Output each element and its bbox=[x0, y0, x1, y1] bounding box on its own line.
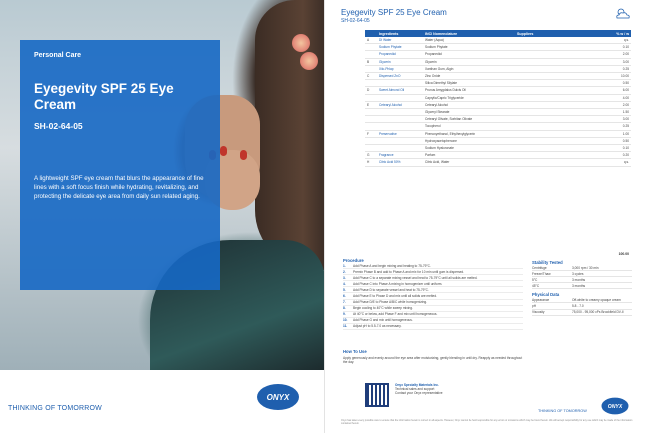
percent-cell: q.s. bbox=[623, 160, 629, 165]
phase-cell bbox=[365, 124, 379, 128]
ingredient-cell: DI Water bbox=[379, 38, 392, 42]
formula-title: Eyegevity SPF 25 Eye Cream bbox=[341, 8, 447, 17]
phase-cell: E bbox=[367, 102, 370, 107]
step-number: 8. bbox=[343, 306, 346, 311]
supplier-cell bbox=[517, 153, 601, 157]
ingredient-cell: Propanediol bbox=[379, 52, 397, 57]
ingredient-cell: Cetearyl Alcohol bbox=[379, 102, 403, 107]
step-number: 4. bbox=[343, 281, 346, 286]
company-address bbox=[395, 383, 442, 396]
inci-cell: Caprylic/Capric Triglyceride bbox=[425, 95, 464, 100]
step-number: 2. bbox=[343, 269, 346, 274]
supplier-cell bbox=[517, 139, 601, 143]
property-label: Centrifuge bbox=[532, 265, 547, 270]
inci-cell: Zinc Oxide bbox=[425, 74, 441, 79]
qr-code-icon bbox=[365, 383, 389, 407]
step-number: 6. bbox=[343, 293, 346, 298]
inci-cell: Parfum bbox=[425, 153, 436, 158]
product-title: Eyegevity SPF 25 Eye Cream bbox=[34, 81, 174, 113]
phase-cell bbox=[365, 96, 379, 100]
ingredient-cell: Citric Acid 50% bbox=[379, 160, 401, 165]
property-label: 45°C bbox=[532, 283, 540, 288]
phase-cell: A bbox=[367, 38, 370, 42]
supplier-cell bbox=[517, 103, 601, 107]
table-row bbox=[365, 44, 631, 51]
supplier-cell bbox=[517, 60, 601, 64]
onyx-logo-icon bbox=[256, 383, 300, 411]
hair-shape bbox=[255, 0, 325, 270]
supplier-cell bbox=[517, 52, 601, 56]
step-text: Add Phase A and begin mixing and heating to 75-79°C. bbox=[353, 263, 431, 268]
header-ingredients: Ingredients bbox=[379, 31, 399, 36]
phase-cell bbox=[365, 81, 379, 85]
phase-cell: F bbox=[367, 131, 369, 136]
ingredient-cell: Preservative bbox=[379, 131, 397, 136]
flower-shape bbox=[292, 34, 310, 52]
property-value: Off-white to creamy opaque cream bbox=[572, 297, 621, 302]
procedure-title: Procedure bbox=[343, 258, 364, 263]
step-text: Add Phase G and mix until homogeneous. bbox=[353, 318, 413, 323]
tagline-right: THINKING OF TOMORROW bbox=[538, 409, 587, 413]
phase-cell: H bbox=[367, 160, 370, 165]
inci-cell: Water (Aqua) bbox=[425, 38, 444, 42]
percent-cell: q.s. bbox=[623, 38, 629, 42]
phase-cell bbox=[365, 146, 379, 150]
svg-text:ONYX: ONYX bbox=[607, 403, 623, 410]
percent-cell: 1.50 bbox=[622, 110, 629, 115]
percent-cell: 10.00 bbox=[621, 74, 629, 79]
step-text: Add Phase D to separate vessel and heat to 75-79°C. bbox=[353, 287, 429, 292]
howto-title: How To Use bbox=[343, 349, 367, 354]
inci-cell: Xanthan Gum, Algin bbox=[425, 66, 454, 71]
inci-cell: Sodium Hyaluronate bbox=[425, 146, 454, 151]
category-label: Personal Care bbox=[34, 52, 82, 59]
disclaimer-text: Onyx has taken every possible care to ensure that the information herein is correct in all aspects. However, Onyx cannot be held responsible for any errors or omissions which may be found herein. We will accept responsibility for any use which may be made of the information contained herein. bbox=[341, 419, 633, 425]
step-number: 1. bbox=[343, 263, 346, 268]
property-value: 3 cycles bbox=[572, 271, 584, 276]
phase-cell bbox=[365, 67, 379, 71]
sun-cloud-icon bbox=[613, 6, 633, 20]
physical-row bbox=[532, 310, 632, 316]
property-label: Viscosity bbox=[532, 310, 545, 315]
onyx-logo-icon bbox=[600, 397, 630, 415]
property-value: 75,000 - 95,000 cPs Brookfield DV-II bbox=[572, 310, 624, 315]
phase-cell bbox=[365, 139, 379, 143]
step-text: Add Phase C to a separate mixing vessel and heat to 75-79°C until all solids are melted. bbox=[353, 275, 478, 280]
table-row bbox=[365, 73, 631, 80]
ingredient-cell: Xilo-Phlap bbox=[379, 66, 394, 71]
inci-cell: Phenoxyethanol, Ethylhexylglycerin bbox=[425, 131, 476, 136]
ingredient-cell bbox=[379, 117, 425, 121]
supplier-cell bbox=[517, 110, 601, 114]
step-text: Premix Phase B and add to Phase A and mix for 10 min until gum is dispersed. bbox=[353, 269, 465, 274]
table-row bbox=[365, 109, 631, 116]
inci-cell: Citric Acid, Water bbox=[425, 160, 450, 165]
ingredient-cell: Dispersed ZnO bbox=[379, 74, 401, 79]
supplier-cell bbox=[517, 146, 601, 150]
inci-cell: Hydroxyacetophenone bbox=[425, 138, 457, 143]
step-number: 7. bbox=[343, 300, 346, 305]
formula-table bbox=[365, 30, 631, 167]
property-value: 3,000 rpm / 30 min bbox=[572, 265, 599, 270]
table-row bbox=[365, 59, 631, 66]
supplier-cell bbox=[517, 45, 601, 49]
percent-cell: 0.20 bbox=[622, 153, 629, 158]
header-percent: % w / w bbox=[616, 31, 629, 36]
table-row bbox=[365, 152, 631, 159]
intro-panel bbox=[20, 40, 220, 290]
percent-cell: 0.10 bbox=[622, 146, 629, 151]
ingredient-cell: Sweet Almond Oil bbox=[379, 88, 405, 93]
ingredient-cell bbox=[379, 96, 425, 100]
ingredient-cell bbox=[379, 146, 425, 150]
procedure-section bbox=[343, 258, 523, 330]
percent-cell: 1.00 bbox=[622, 131, 629, 136]
product-blurb: A lightweight SPF eye cream that blurs the appearance of fine lines with a soft focus finish while hydrating, revitalizing, and protecting the delicate eye area from daily sun related aging. bbox=[34, 175, 204, 201]
inci-cell: Silica Dimethyl Silylate bbox=[425, 81, 458, 86]
step-number: 5. bbox=[343, 287, 346, 292]
percent-cell: 2.00 bbox=[622, 52, 629, 57]
phase-cell bbox=[365, 110, 379, 114]
step-number: 10. bbox=[343, 318, 348, 323]
nail-shape bbox=[240, 150, 247, 160]
property-label: pH bbox=[532, 303, 537, 308]
inci-cell: Cetearyl Alcohol bbox=[425, 102, 449, 107]
right-page bbox=[325, 0, 650, 433]
percent-cell: 0.25 bbox=[622, 66, 629, 71]
table-row bbox=[365, 80, 631, 87]
percent-cell: 3.00 bbox=[622, 59, 629, 64]
supplier-cell bbox=[517, 117, 601, 121]
table-row bbox=[365, 102, 631, 109]
step-number: 9. bbox=[343, 312, 346, 317]
formula-sku: SH-02-64-05 bbox=[341, 18, 370, 24]
supplier-cell bbox=[517, 38, 601, 42]
physical-list bbox=[532, 297, 632, 315]
percent-cell: 0.50 bbox=[622, 138, 629, 143]
inci-cell: Propanediol bbox=[425, 52, 443, 57]
nail-shape bbox=[220, 146, 227, 156]
step-text: Add Phase D/E to Phase A/B/C while homogenizing. bbox=[353, 300, 428, 305]
hero-photo bbox=[0, 0, 325, 370]
ingredient-cell bbox=[379, 110, 425, 114]
address-line: Technical sales and support bbox=[395, 387, 435, 392]
property-value: 3 months bbox=[572, 277, 586, 282]
step-number: 3. bbox=[343, 275, 346, 280]
ingredient-cell: Sodium Phytate bbox=[379, 45, 402, 50]
step-text: At 40°C or below, add Phase F and mix until homogeneous. bbox=[353, 312, 438, 317]
phase-cell: D bbox=[367, 88, 370, 93]
table-total: 100.00 bbox=[618, 252, 629, 256]
property-label: 5°C bbox=[532, 277, 538, 282]
supplier-cell bbox=[517, 81, 601, 85]
phase-cell: C bbox=[367, 74, 370, 79]
procedure-step bbox=[343, 324, 523, 330]
property-label: Appearance bbox=[532, 297, 550, 302]
ingredient-cell: Glycerin bbox=[379, 59, 391, 64]
ingredient-cell: Fragrance bbox=[379, 153, 394, 158]
table-row bbox=[365, 145, 631, 152]
inci-cell: Glyceryl Stearate bbox=[425, 110, 450, 115]
howto-section bbox=[343, 349, 523, 364]
header-inci: INCI Nomenclature bbox=[425, 31, 458, 36]
inci-cell: Sodium Phytate bbox=[425, 45, 448, 50]
stability-row bbox=[532, 283, 632, 289]
table-row bbox=[365, 37, 631, 44]
inci-cell: Cetearyl Olivate, Sorbitan Olivate bbox=[425, 117, 473, 122]
address-line: Contact your Onyx representative bbox=[395, 391, 443, 396]
stability-title: Stability Tested bbox=[532, 260, 563, 265]
supplier-cell bbox=[517, 160, 601, 164]
phase-cell bbox=[365, 45, 379, 49]
inci-cell: Glycerin bbox=[425, 59, 437, 64]
flower-shape bbox=[300, 52, 318, 70]
table-row bbox=[365, 66, 631, 73]
property-label: Freeze/Thaw bbox=[532, 271, 551, 276]
phase-cell: G bbox=[367, 153, 370, 158]
step-number: 11. bbox=[343, 324, 348, 329]
table-body bbox=[365, 37, 631, 167]
table-row bbox=[365, 131, 631, 138]
percent-cell: 6.00 bbox=[622, 88, 629, 93]
stability-list bbox=[532, 265, 632, 289]
ingredient-cell bbox=[379, 81, 425, 85]
percent-cell: 2.00 bbox=[622, 102, 629, 107]
procedure-steps bbox=[343, 263, 523, 330]
table-header bbox=[365, 30, 631, 37]
percent-cell: 0.10 bbox=[622, 45, 629, 50]
step-text: Add Phase E to Phase D and mix until all solids are melted. bbox=[353, 293, 437, 298]
property-value: 3 months bbox=[572, 283, 586, 288]
table-row bbox=[365, 116, 631, 123]
property-value: 5.8 - 7.0 bbox=[572, 303, 584, 308]
howto-text: Apply generously and evenly around the eye area after moisturizing, gently blending in until dry. Reapply as needed throughout the day. bbox=[343, 356, 523, 365]
supplier-cell bbox=[517, 96, 601, 100]
step-text: Add Phase C into Phase A mixing in homogenizer until uniform. bbox=[353, 281, 443, 286]
tagline-left: THINKING OF TOMORROW bbox=[8, 405, 102, 412]
supplier-cell bbox=[517, 67, 601, 71]
table-row bbox=[365, 159, 631, 166]
inci-cell: Tocopherol bbox=[425, 124, 441, 129]
step-text: Adjust pH to 5.5-7.0 as necessary. bbox=[353, 324, 402, 329]
table-row bbox=[365, 87, 631, 94]
phase-cell bbox=[365, 117, 379, 121]
inci-cell: Prunus Amygdalus Dulcis Oil bbox=[425, 88, 466, 93]
phase-cell: B bbox=[367, 59, 370, 64]
percent-cell: 4.00 bbox=[622, 95, 629, 100]
ingredient-cell bbox=[379, 139, 425, 143]
supplier-cell bbox=[517, 74, 601, 78]
header-suppliers: Suppliers bbox=[517, 31, 534, 36]
product-sku: SH-02-64-05 bbox=[34, 121, 83, 132]
table-row bbox=[365, 95, 631, 102]
physical-title: Physical Data bbox=[532, 292, 560, 298]
ingredient-cell bbox=[379, 124, 425, 128]
phase-cell bbox=[365, 52, 379, 56]
table-row bbox=[365, 51, 631, 58]
supplier-cell bbox=[517, 124, 601, 128]
supplier-cell bbox=[517, 132, 601, 136]
step-text: Begin cooling to 40°C while sweep mixing. bbox=[353, 306, 413, 311]
data-sidebar bbox=[532, 260, 632, 316]
percent-cell: 0.50 bbox=[622, 81, 629, 86]
percent-cell: 3.00 bbox=[622, 117, 629, 122]
svg-text:ONYX: ONYX bbox=[266, 393, 290, 402]
percent-cell: 0.25 bbox=[622, 124, 629, 129]
company-name: Onyx Specialty Materials Inc. bbox=[395, 383, 439, 387]
table-row bbox=[365, 123, 631, 130]
table-row bbox=[365, 138, 631, 145]
supplier-cell bbox=[517, 88, 601, 92]
